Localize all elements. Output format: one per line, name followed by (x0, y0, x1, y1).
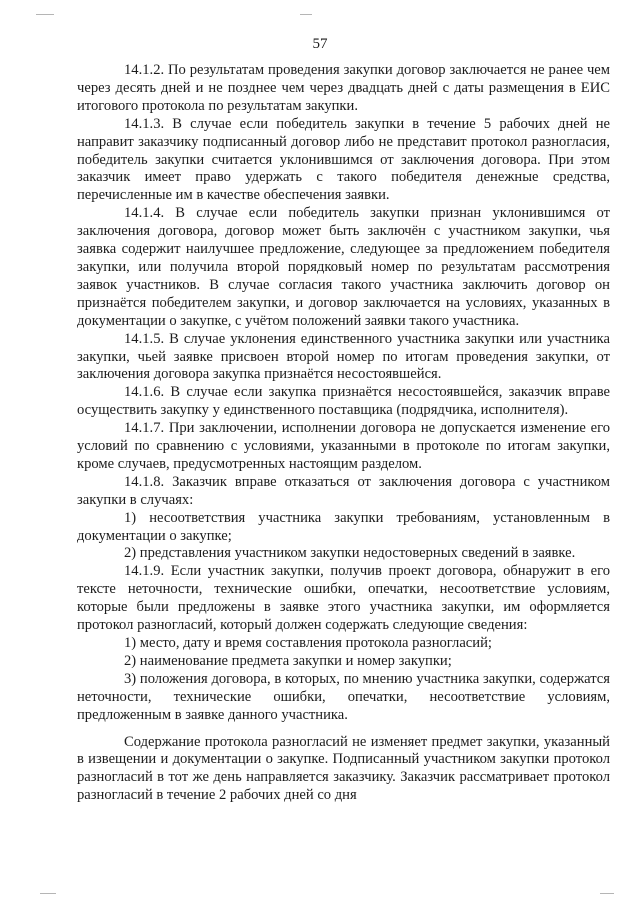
paragraph-14-1-2: 14.1.2. По результатам проведения закупки договор заключается не ранее чем через десять дней и не позднее чем через двадцать дней с даты размещения в ЕИС итогового протокола по результатам закупки. (77, 62, 610, 114)
scan-artifact (40, 893, 56, 894)
scan-artifact (36, 14, 54, 15)
document-text (77, 62, 610, 805)
paragraph-14-1-8: 14.1.8. Заказчик вправе отказаться от заключения договора с участником закупки в случаях: (77, 473, 610, 508)
paragraph-14-1-5: 14.1.5. В случае уклонения единственного участника закупки или участника закупки, чьей заявке присвоен второй номер по итогам проведения закупки, от заключения договора закупка признаётся несостоявшейся. (77, 330, 610, 383)
paragraph-14-1-6: 14.1.6. В случае если закупка признаётся несостоявшейся, заказчик вправе осуществить закупку у единственного поставщика (подрядчика, исполнителя). (77, 384, 610, 419)
list-item-3: 3) положения договора, в которых, по мнению участника закупки, содержатся неточности, технические ошибки, опечатки, несоответствие условиям, предложенным в заявке данного участника. (77, 670, 610, 723)
paragraph-14-1-3: 14.1.3. В случае если победитель закупки в течение 5 рабочих дней не направит заказчику подписанный договор либо не представит протокол разногласия, победитель закупки считается уклонившимся от заключения договора. При этом заказчик имеет право удержать с такого победителя денежные средства, перечисленные им в качестве обеспечения заявки. (77, 115, 610, 204)
paragraph-14-1-9: 14.1.9. Если участник закупки, получив проект договора, обнаружит в его тексте неточности, технические ошибки, опечатки, несоответствие условиям, которые были предложены в заявке этого участника закупки, им оформляется протокол разногласий, который должен содержать следующие сведения: (77, 563, 610, 634)
list-item-2: 2) представления участником закупки недостоверных сведений в заявке. (124, 545, 576, 562)
scan-artifact (300, 14, 312, 15)
list-item-2: 2) наименование предмета закупки и номер закупки; (124, 652, 452, 669)
paragraph-14-1-7: 14.1.7. При заключении, исполнении договора не допускается изменение его условий по сравнению с условиями, указанными в протоколе по итогам закупки, кроме случаев, предусмотренных настоящим разделом. (77, 420, 610, 472)
paragraph-protocol-content: Содержание протокола разногласий не изменяет предмет закупки, указанный в извещении и документации о закупке. Подписанный участником закупки протокол разногласий в тот же день направляется заказчику. Заказчик рассматривает протокол разногласий в течение 2 рабочих дней со дня (77, 733, 610, 804)
page-number: 57 (312, 36, 328, 52)
list-item-1: 1) место, дату и время составления протокола разногласий; (124, 635, 492, 651)
scan-artifact (600, 893, 614, 894)
list-item-1: 1) несоответствия участника закупки требованиям, установленным в документации о закупке; (77, 509, 610, 544)
paragraph-14-1-4: 14.1.4. В случае если победитель закупки признан уклонившимся от заключения договора, договор может быть заключён с участником закупки, чья заявка содержит наилучшее предложение, следующее за предложением победителя закупки, или получила второй порядковый номер по результатам рассмотрения заявок участников. В случае согласия такого участника заключить договор он признаётся победителем закупки, и договор заключается на условиях, указанных в документации о закупке, с учётом положений заявки такого участника. (77, 205, 610, 329)
